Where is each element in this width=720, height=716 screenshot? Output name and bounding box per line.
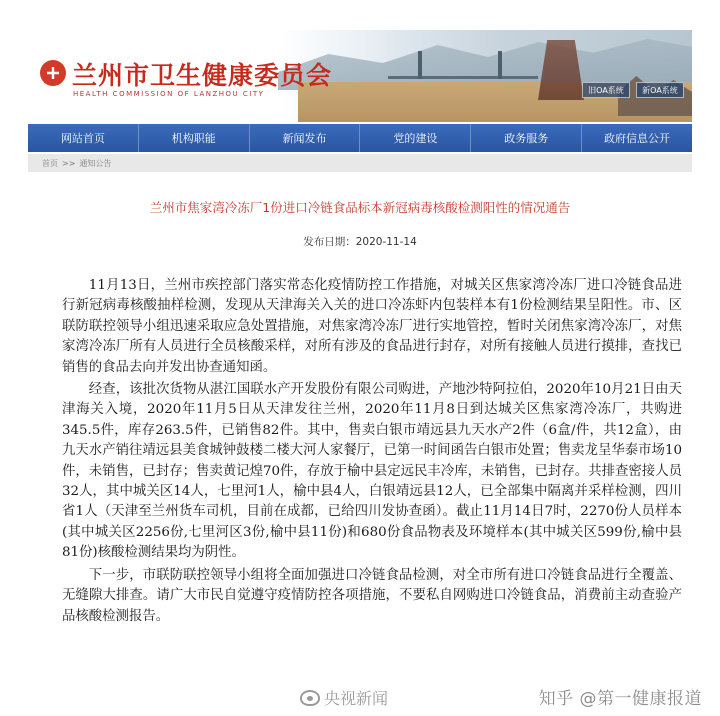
main-nav [28, 124, 692, 152]
article-title: 兰州市焦家湾冷冻厂1份进口冷链食品标本新冠病毒核酸检测阳性的情况通告 [149, 200, 571, 215]
nav-item-home[interactable]: 网站首页 [28, 124, 139, 152]
health-logo-icon [40, 60, 66, 86]
quick-link-new-oa[interactable]: 新OA系统 [636, 82, 684, 98]
weibo-watermark [300, 686, 388, 709]
publish-date-label: 发布日期： [303, 236, 356, 248]
publish-date [28, 234, 692, 249]
breadcrumb-current[interactable]: 通知公告 [79, 158, 112, 168]
breadcrumb-home-link[interactable]: 首页 [42, 158, 58, 168]
quick-links [582, 82, 684, 98]
header-banner [28, 30, 692, 122]
nav-item-info-disclosure[interactable]: 政府信息公开 [582, 124, 692, 152]
publish-date-value: 2020-11-14 [355, 236, 417, 248]
article-paragraph: 11月13日，兰州市疾控部门落实常态化疫情防控工作措施，对城关区焦家湾冷冻厂进口冷链食品进行新冠病毒核酸抽样检测，发现从天津海关入关的进口冷冻虾内包装样本有1份检测结果呈阳性。市、区联防联控领导小组迅速采取应急处置措施，对焦家湾冷冻厂进行实地管控，暂时关闭焦家湾冷冻厂，对焦家湾冷冻厂所有人员进行全员核酸采样，对所有涉及的食品进行封存，对所有接触人员进行摸排，查找已销售的食品去向并发出协查通知函。 [62, 278, 682, 375]
breadcrumb-separator: >> [62, 158, 76, 168]
article-body [62, 276, 682, 629]
quick-link-old-oa[interactable]: 旧OA系统 [582, 82, 630, 98]
zhihu-watermark: 知乎 @第一健康报道 [538, 689, 702, 709]
nav-item-party[interactable]: 党的建设 [360, 124, 471, 152]
nav-item-news[interactable]: 新闻发布 [250, 124, 361, 152]
banner-bridge-image [388, 76, 538, 88]
weibo-icon [300, 690, 320, 706]
site-title: 兰州市卫生健康委员会 [72, 61, 333, 90]
weibo-watermark-text: 央视新闻 [324, 689, 389, 708]
article-paragraph: 下一步，市联防联控领导小组将全面加强进口冷链食品检测，对全市所有进口冷链食品进行全覆盖、无缝隙大排查。请广大市民自觉遵守疫情防控各项措施，不要私自网购进口冷链食品，消费前主动查验产品核酸检测报告。 [62, 567, 682, 624]
nav-item-functions[interactable]: 机构职能 [139, 124, 250, 152]
site-subtitle: HEALTH COMMISSION OF LANZHOU CITY [73, 90, 265, 98]
breadcrumb [28, 154, 692, 172]
nav-item-services[interactable]: 政务服务 [471, 124, 582, 152]
article-paragraph: 经查，该批次货物从湛江国联水产开发股份有限公司购进，产地沙特阿拉伯，2020年10月21日由天津海关入境，2020年11月5日从天津发往兰州，2020年11月8日到达城关区焦家湾冷冻厂，共购进345.5件，库存263.5件，已销售82件。其中，售卖白银市靖远县九天水产2件（6盒/件，共12盒），由九天水产销往靖远县美食城钟鼓楼二楼大河人家餐厅，已第一时间函告白银市处置；售卖龙呈华泰市场10件，未销售，已封存；售卖黄记煌70件，存放于榆中县定远民丰冷库，未销售，已封存。共排查密接人员32人，其中城关区14人，七里河1人，榆中县4人，白银靖远县12人，已全部集中隔离并采样检测，四川省1人（天津至兰州货车司机，目前在成都，已给四川发协查函）。截止11月14日7时，2270份人员样本(其中城关区2256份,七里河区3份,榆中县11份)和680份食品物表及环境样本(其中城关区599份,榆中县81份)核酸检测结果均为阴性。 [62, 382, 682, 561]
